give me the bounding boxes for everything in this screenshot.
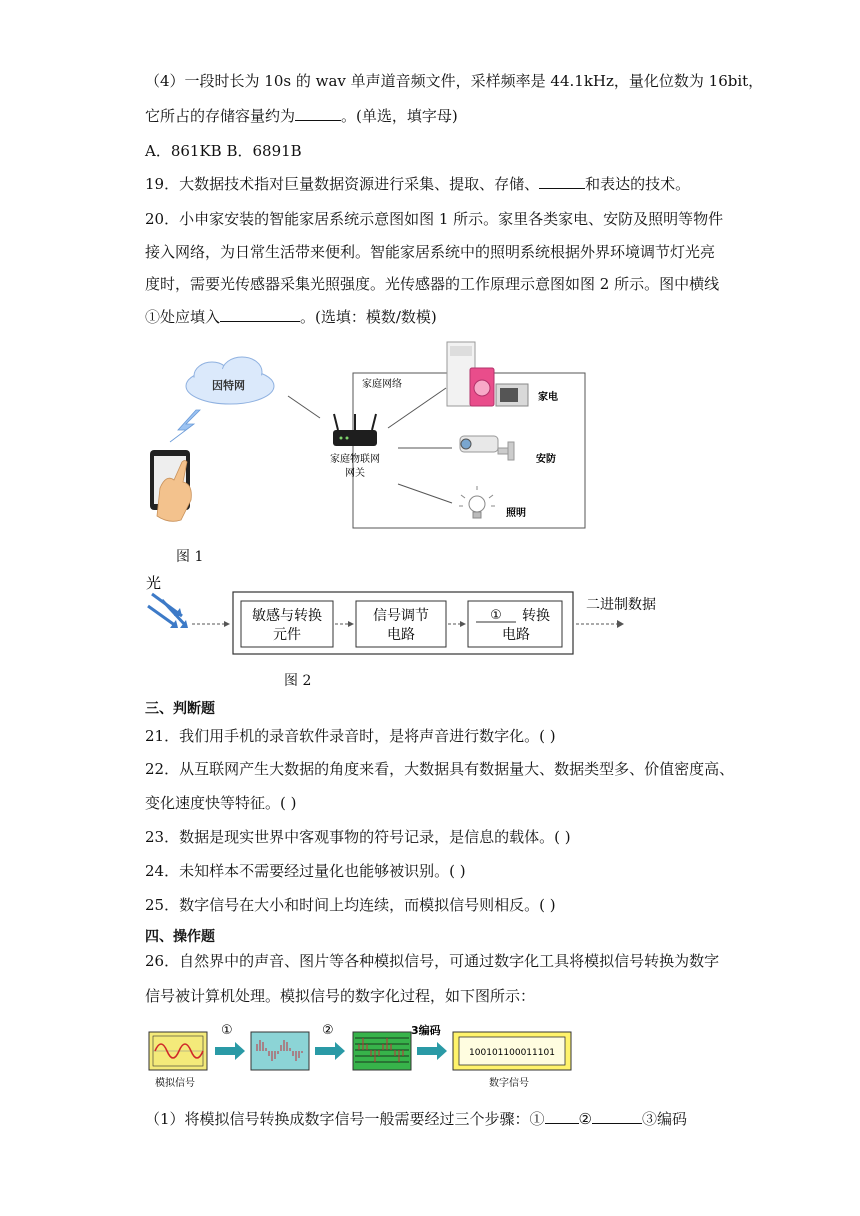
q24: 24．未知样本不需要经过量化也能够被识别。( ): [145, 862, 466, 880]
q18-4-options: A．861KB B．6891B: [145, 142, 302, 160]
answer-blank[interactable]: [539, 174, 585, 189]
figure-1-smart-home-diagram: [140, 338, 600, 534]
box3-line1: 转换: [522, 608, 550, 624]
q26-line1: 26．自然界中的声音、图片等各种模拟信号，可通过数字化工具将模拟信号转换为数字: [145, 952, 720, 970]
figure-1-caption: 图 1: [176, 549, 204, 565]
q18-4-line1: （4）一段时长为 10s 的 wav 单声道音频文件，采样频率是 44.1kHz，量化位数为 16bit，: [145, 72, 764, 90]
light-arrows-icon: [148, 594, 188, 628]
wireless-signal-icon: [170, 410, 200, 442]
gateway-label-1: 家庭物联网: [330, 454, 380, 465]
box2-line2: 电路: [387, 627, 415, 643]
light-label: 光: [146, 574, 162, 592]
blank-number: ①: [490, 608, 502, 623]
output-label: 二进制数据: [586, 597, 656, 613]
appliance-icon: [447, 342, 528, 406]
arrow-3-icon: [417, 1042, 447, 1060]
gateway-label-2: 网关: [345, 468, 365, 479]
q22-line1: 22．从互联网产生大数据的角度来看，大数据具有数据量大、数据类型多、价值密度高、: [145, 760, 735, 778]
answer-blank[interactable]: [220, 307, 300, 322]
figure-3-digitization-diagram: [145, 1020, 585, 1096]
home-network-label: 家庭网络: [362, 379, 402, 390]
q26-line2: 信号被计算机处理。模拟信号的数字化过程，如下图所示：: [145, 987, 536, 1005]
step-1-label: ①: [221, 1023, 233, 1038]
binary-bits: 100101100011101: [469, 1048, 555, 1058]
box3-line2: 电路: [502, 627, 530, 643]
box2-line1: 信号调节: [373, 608, 429, 624]
box1-line1: 敏感与转换: [252, 608, 322, 624]
appliance-label: 家电: [538, 392, 558, 403]
q18-4-text-a: 它所占的存储容量约为: [145, 107, 296, 125]
q23: 23．数据是现实世界中客观事物的符号记录，是信息的载体。( ): [145, 828, 571, 846]
tablet-hand-icon: [150, 450, 191, 521]
analog-label: 模拟信号: [155, 1078, 195, 1089]
security-label: 安防: [536, 454, 556, 465]
q19-text-a: 19．大数据技术指对巨量数据资源进行采集、提取、存储、: [145, 175, 540, 193]
light-bulb-icon: [459, 486, 495, 518]
figure-2-caption: 图 2: [284, 673, 312, 689]
answer-blank[interactable]: [295, 106, 341, 121]
digital-label: 数字信号: [489, 1078, 529, 1089]
figure-2-light-sensor-diagram: [140, 570, 660, 662]
q20-text-b: 。(选填：模数/数模): [300, 308, 437, 326]
lighting-label: 照明: [506, 508, 526, 519]
q18-4-line2: [145, 105, 458, 127]
q19: [145, 173, 690, 195]
q21: 21．我们用手机的录音软件录音时，是将声音进行数字化。( ): [145, 727, 556, 745]
answer-blank-2[interactable]: [592, 1109, 642, 1124]
q20-line1: 20．小申家安装的智能家居系统示意图如图 1 所示。家里各类家电、安防及照明等物件: [145, 210, 724, 228]
q26-1-text-b: ②: [578, 1110, 592, 1128]
q26-1: [145, 1108, 687, 1130]
section-3-heading: 三、判断题: [145, 701, 215, 717]
q26-1-text-a: （1）将模拟信号转换成数字信号一般需要经过三个步骤：①: [145, 1110, 545, 1128]
security-camera-icon: [460, 436, 514, 460]
q20-text-a: ①处应填入: [145, 308, 221, 326]
step-2-label: ②: [322, 1023, 334, 1038]
router-icon: [333, 414, 377, 446]
q19-text-b: 和表达的技术。: [585, 175, 691, 193]
box1-line2: 元件: [273, 627, 301, 643]
q20-line3: 度时，需要光传感器采集光照强度。光传感器的工作原理示意图如图 2 所示。图中横线: [145, 275, 720, 293]
arrow-2-icon: [315, 1042, 345, 1060]
q22-line2: 变化速度快等特征。( ): [145, 794, 297, 812]
q25: 25．数字信号在大小和时间上均连续，而模拟信号则相反。( ): [145, 896, 556, 914]
q20-line2: 接入网络，为日常生活带来便利。智能家居系统中的照明系统根据外界环境调节灯光亮: [145, 243, 716, 261]
section-4-heading: 四、操作题: [145, 929, 215, 945]
arrow-1-icon: [215, 1042, 245, 1060]
q26-1-text-c: ③编码: [642, 1110, 688, 1128]
answer-blank-1[interactable]: [545, 1109, 579, 1124]
q20-line4: [145, 306, 437, 328]
q18-4-text-b: 。(单选，填字母): [341, 107, 458, 125]
internet-label: 因特网: [212, 379, 245, 392]
step-3-label: 3编码: [411, 1024, 441, 1037]
